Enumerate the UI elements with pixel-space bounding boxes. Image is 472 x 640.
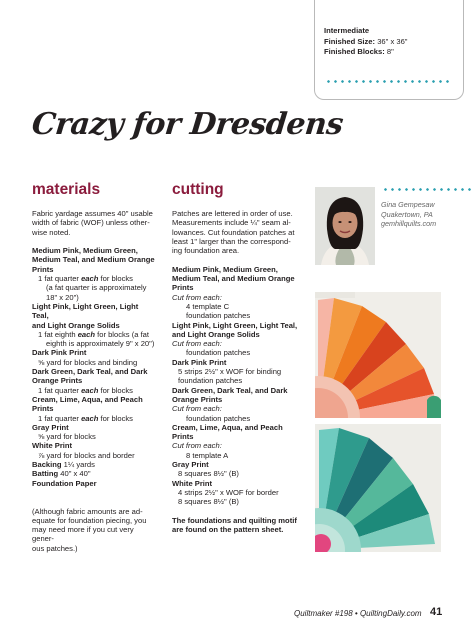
finished-blocks: Finished Blocks: 8" xyxy=(324,47,394,56)
cutting-line: Orange Prints xyxy=(172,394,223,404)
cutting-line: are found on the pattern sheet. xyxy=(172,525,284,535)
materials-line: Light Pink, Light Green, Light Teal, xyxy=(32,301,139,321)
materials-line: 1 fat eighth each for blocks (a fat xyxy=(38,329,150,339)
materials-line: ⅝ yard for blocks xyxy=(38,432,96,442)
materials-line: 1 fat quarter each for blocks xyxy=(38,274,133,284)
quilt-block-photo-teal xyxy=(315,424,441,552)
cutting-line: The foundations and quilting motif xyxy=(172,515,297,525)
cutting-line: Cream, Lime, Aqua, and Peach xyxy=(172,422,283,432)
materials-line: ous patches.) xyxy=(32,543,78,553)
cutting-line: Medium Pink, Medium Green, xyxy=(172,264,278,274)
materials-line xyxy=(32,488,157,497)
materials-line: Foundation Paper xyxy=(32,478,97,488)
cutting-line: foundation patches xyxy=(186,311,251,321)
dresden-block-teal-image xyxy=(315,424,441,552)
cutting-line: ing foundation area. xyxy=(172,246,240,256)
materials-line: Dark Pink Print xyxy=(32,348,87,358)
cutting-line: 4 strips 2½" x WOF for border xyxy=(178,487,279,497)
cutting-line: Dark Green, Dark Teal, and Dark xyxy=(172,385,288,395)
materials-line: wise noted. xyxy=(32,227,71,237)
designer-caption xyxy=(381,200,436,229)
cutting-line: Cut from each: xyxy=(172,339,222,349)
designer-location: Quakertown, PA xyxy=(381,209,433,219)
cutting-line: Light Pink, Light Green, Light Teal, xyxy=(172,320,298,330)
designer-photo xyxy=(315,187,375,265)
cutting-line: White Print xyxy=(172,478,213,488)
materials-line: Medium Pink, Medium Green, xyxy=(32,246,138,256)
cutting-line: Prints xyxy=(172,283,194,293)
materials-line: may need more if you cut very gener- xyxy=(32,525,134,544)
materials-line: Cream, Lime, Aqua, and Peach xyxy=(32,394,143,404)
materials-line: Dark Green, Dark Teal, and Dark xyxy=(32,367,148,377)
designer-website: gemhillquilts.com xyxy=(381,219,437,229)
materials-line: ⅞ yard for blocks and border xyxy=(38,450,135,460)
project-info xyxy=(324,26,408,58)
materials-line: Prints xyxy=(32,404,54,414)
cutting-line: Gray Print xyxy=(172,460,209,470)
cutting-line: foundation patches xyxy=(186,348,251,358)
materials-line: width of fabric (WOF) unless other- xyxy=(32,218,150,228)
cutting-heading: cutting xyxy=(172,181,224,198)
cutting-line: and Light Orange Solids xyxy=(172,329,260,339)
designer-name: Gina Gempesaw xyxy=(381,200,435,209)
cutting-list xyxy=(172,209,302,534)
materials-line: Batting 40" x 40" xyxy=(32,469,91,479)
quilt-block-photo-orange xyxy=(315,292,441,418)
cutting-line: foundation patches xyxy=(178,376,243,386)
materials-line: and Light Orange Solids xyxy=(32,320,120,330)
materials-line: Fabric yardage assumes 40" usable xyxy=(32,209,153,218)
materials-line: White Print xyxy=(32,441,73,451)
dresden-block-orange-image xyxy=(315,292,441,418)
cutting-line: 5 strips 2½" x WOF for binding xyxy=(178,367,282,377)
materials-line: eighth is approximately 9" x 20") xyxy=(46,339,155,349)
materials-line: Backing 1¼ yards xyxy=(32,460,95,470)
dotted-divider xyxy=(325,80,453,83)
materials-line: 18" x 20") xyxy=(46,292,79,302)
cutting-line: foundation patches xyxy=(186,413,251,423)
page-footer: Quiltmaker #198 • QuiltingDaily.com xyxy=(294,609,422,618)
project-info-box xyxy=(314,0,464,100)
materials-line: Prints xyxy=(32,264,54,274)
cutting-line xyxy=(172,255,302,264)
cutting-line: Cut from each: xyxy=(172,441,222,451)
materials-line: (Although fabric amounts are ad- xyxy=(32,506,143,516)
materials-line xyxy=(32,497,157,506)
cutting-line: 8 template A xyxy=(186,450,229,460)
cutting-line: 8 squares 8½" (B) xyxy=(178,469,239,479)
materials-line: ⅝ yard for blocks and binding xyxy=(38,357,138,367)
cutting-line: Cut from each: xyxy=(172,404,222,414)
materials-list xyxy=(32,209,157,553)
cutting-line: Prints xyxy=(172,432,194,442)
materials-line: (a fat quarter is approximately xyxy=(46,283,147,293)
designer-dotted-divider xyxy=(382,188,472,191)
materials-heading: materials xyxy=(32,181,101,198)
materials-line: Gray Print xyxy=(32,422,69,432)
cutting-line: 4 template C xyxy=(186,301,230,311)
cutting-line: lowances. Cut foundation patches at xyxy=(172,227,295,237)
materials-line: equate for foundation piecing, you xyxy=(32,515,147,525)
finished-size: Finished Size: 36" x 36" xyxy=(324,36,408,46)
materials-line: 1 fat quarter each for blocks xyxy=(38,413,133,423)
cutting-line: Measurements include ¼" seam al- xyxy=(172,218,291,228)
cutting-line: Dark Pink Print xyxy=(172,357,227,367)
materials-line: Medium Teal, and Medium Orange xyxy=(32,255,155,265)
materials-line: 1 fat quarter each for blocks xyxy=(38,385,133,395)
materials-line xyxy=(32,237,157,246)
page-title: Crazy for Dresdens xyxy=(30,107,345,142)
cutting-line: Patches are lettered in order of use. xyxy=(172,209,293,218)
cutting-line: least 1" larger than the correspond- xyxy=(172,236,291,246)
materials-line: Orange Prints xyxy=(32,376,83,386)
page-number: 41 xyxy=(430,606,443,618)
designer-portrait-image xyxy=(315,187,375,265)
cutting-line: Medium Teal, and Medium Orange xyxy=(172,274,295,284)
cutting-line: Cut from each: xyxy=(172,292,222,302)
cutting-line xyxy=(172,507,302,516)
skill-level: Intermediate xyxy=(324,26,370,35)
cutting-line: 8 squares 8½" (B) xyxy=(178,497,239,507)
